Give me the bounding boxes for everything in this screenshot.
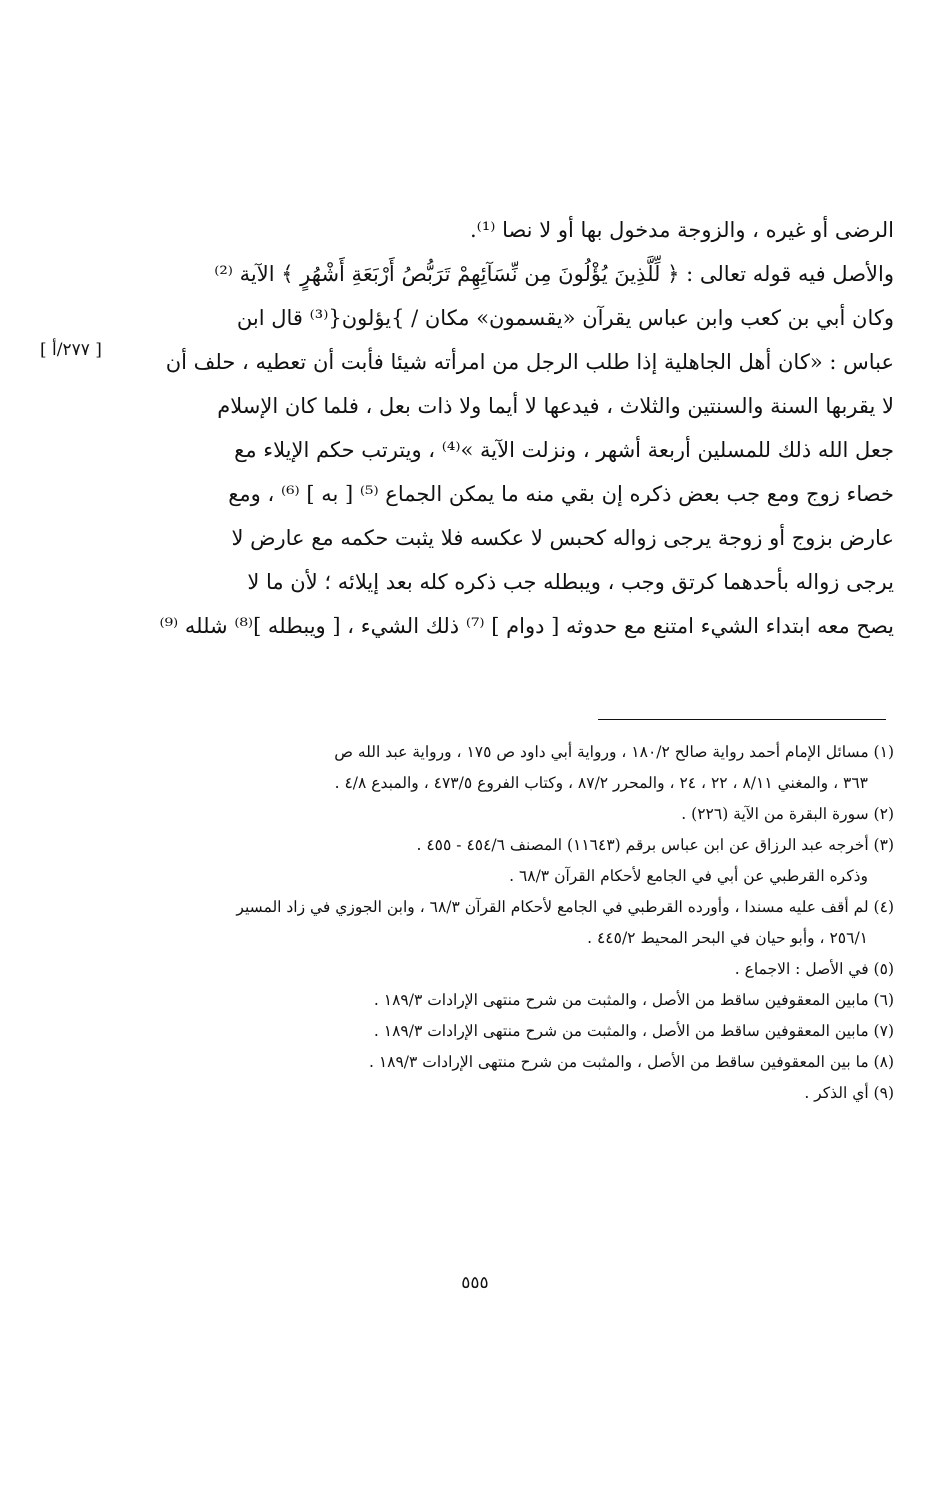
- footnote-line: وذكره القرطبي عن أبي في الجامع لأحكام القرآن ٦٨/٣ .: [509, 867, 868, 885]
- page-number: ٥٥٥: [461, 1273, 489, 1293]
- footnote-line: (٧) مابين المعقوفين ساقط من الأصل ، والمثبت من شرح منتهى الإرادات ١٨٩/٣ .: [373, 1022, 894, 1040]
- text-line: يصح معه ابتداء الشيء امتنع مع حدوثه [ دوام ] ⁽⁷⁾ ذلك الشيء ، [ ويبطله ]⁽⁸⁾ شلله ⁽⁹⁾: [159, 614, 894, 638]
- footnote-line: (٩) أي الذكر .: [804, 1084, 894, 1102]
- footnote-separator: [598, 719, 886, 720]
- footnote-line: (٤) لم أقف عليه مسندا ، وأورده القرطبي في الجامع لأحكام القرآن ٦٨/٣ ، وابن الجوزي في زاد المسير: [236, 898, 894, 916]
- main-text: [148, 208, 894, 648]
- footnote-line: ٣٦٣ ، والمغني ٨/١١ ، ٢٢ ، ٢٤ ، والمحرر ٨٧/٢ ، وكتاب الفروع ٤٧٣/٥ ، والمبدع ٤/٨ .: [334, 774, 868, 792]
- text-line: عباس : «كان أهل الجاهلية إذا طلب الرجل من امرأته شيئا فأبت أن تعطيه ، حلف أن: [165, 350, 894, 374]
- text-line: لا يقربها السنة والسنتين والثلاث ، فيدعها لا أيما ولا ذات بعل ، فلما كان الإسلام: [217, 394, 894, 418]
- text-line: خصاء زوج ومع جب بعض ذكره إن بقي منه ما يمكن الجماع ⁽⁵⁾ [ به ] ⁽⁶⁾ ، ومع: [228, 482, 894, 506]
- text-line: عارض بزوج أو زوجة يرجى زواله كحبس لا عكسه فلا يثبت حكمه مع عارض لا: [231, 526, 894, 550]
- text-line: وكان أبي بن كعب وابن عباس يقرآن «يقسمون» مكان / }يؤلون{⁽³⁾ قال ابن: [236, 306, 894, 330]
- footnote-line: (١) مسائل الإمام أحمد رواية صالح ١٨٠/٢ ، ورواية أبي داود ص ١٧٥ ، ورواية عبد الله ص: [334, 743, 894, 761]
- footnotes: [148, 737, 894, 1109]
- text-line: جعل الله ذلك للمسلين أربعة أشهر ، ونزلت الآية »⁽⁴⁾ ، ويترتب حكم الإيلاء مع: [234, 438, 894, 462]
- text-line: الرضى أو غيره ، والزوجة مدخول بها أو لا نصا ⁽¹⁾.: [469, 218, 894, 242]
- footnote-line: (٢) سورة البقرة من الآية (٢٢٦) .: [681, 805, 894, 823]
- footnote-line: (٣) أخرجه عبد الرزاق عن ابن عباس برقم (١١٦٤٣) المصنف ٤٥٤/٦ - ٤٥٥ .: [416, 836, 894, 854]
- manuscript-folio-reference: [ ٢٧٧/أ ]: [40, 340, 102, 360]
- footnote-line: (٦) مابين المعقوفين ساقط من الأصل ، والمثبت من شرح منتهى الإرادات ١٨٩/٣ .: [373, 991, 894, 1009]
- footnote-line: (٨) ما بين المعقوفين ساقط من الأصل ، والمثبت من شرح منتهى الإرادات ١٨٩/٣ .: [368, 1053, 894, 1071]
- text-line: والأصل فيه قوله تعالى : ﴿ لِّلَّذِينَ يُؤْلُونَ مِن نِّسَآئِهِمْ تَرَبُّصُ أَرْبَعَةِ أَشْهُرٍ ﴾ الآية ⁽²⁾: [214, 262, 894, 286]
- footnote-line: ٢٥٦/١ ، وأبو حيان في البحر المحيط ٤٤٥/٢ .: [587, 929, 868, 947]
- footnote-line: (٥) في الأصل : الاجماع .: [734, 960, 894, 978]
- text-line: يرجى زواله بأحدهما كرتق وجب ، ويبطله جب ذكره كله بعد إيلائه ؛ لأن ما لا: [247, 570, 894, 594]
